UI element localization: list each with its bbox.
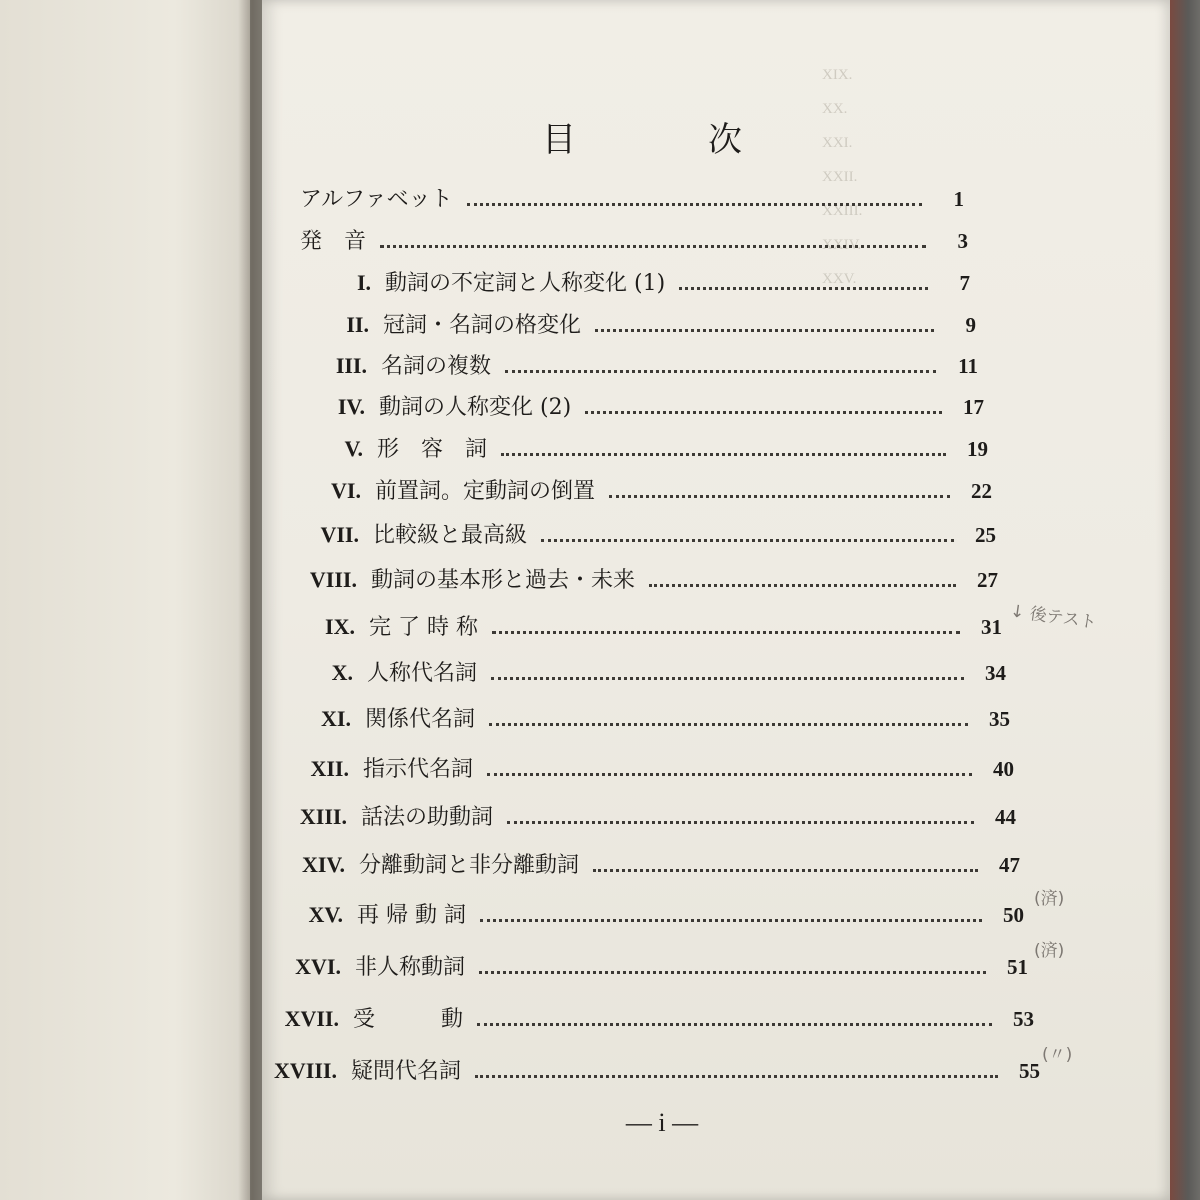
toc-entry-page: 35: [989, 707, 1010, 731]
toc-entry-number: II.: [346, 312, 369, 337]
toc-entry-page: 31: [981, 615, 1002, 639]
toc-entry-number: VIII.: [309, 567, 357, 592]
toc-leader-dots: [479, 971, 986, 974]
toc-entry-page: 51: [1007, 955, 1028, 979]
toc-entry-alphabet[interactable]: [300, 182, 964, 213]
toc-entry-chapter-13[interactable]: [256, 800, 1016, 831]
toc-entry-page: 53: [1013, 1007, 1034, 1031]
toc-entry-number: III.: [335, 353, 367, 378]
toc-entry-chapter-8[interactable]: [266, 563, 998, 594]
toc-entry-title: 動詞の基本形と過去・未来: [371, 568, 636, 593]
toc-leader-dots: [380, 245, 926, 248]
toc-entry-number: XV.: [308, 902, 343, 927]
toc-entry-title: 指示代名詞: [363, 757, 474, 782]
toc-leader-dots: [649, 584, 956, 587]
toc-entry-chapter-10[interactable]: [262, 656, 1006, 687]
toc-entry-chapter-16[interactable]: [250, 950, 1028, 981]
toc-entry-chapter-5[interactable]: [272, 432, 988, 463]
toc-entry-number: VII.: [320, 522, 359, 547]
toc-entry-number: IV.: [337, 394, 365, 419]
toc-entry-chapter-7[interactable]: [268, 518, 996, 549]
toc-entry-chapter-12[interactable]: [258, 752, 1014, 783]
page-folio: — i —: [625, 1108, 699, 1137]
toc-leader-dots: [467, 203, 922, 206]
toc-entry-number: XI.: [321, 706, 351, 731]
toc-entry-chapter-2[interactable]: [278, 308, 976, 339]
pencil-note-55: (〃): [1042, 1045, 1073, 1065]
toc-entry-page: 44: [995, 805, 1016, 829]
toc-entry-page: 19: [967, 437, 988, 461]
toc-entry-number: V.: [344, 436, 363, 461]
toc-entry-chapter-18[interactable]: [246, 1054, 1040, 1085]
toc-entry-title: 受 動: [353, 1007, 464, 1032]
toc-entry-number: I.: [356, 270, 371, 295]
toc-entry-title: 人称代名詞: [367, 661, 478, 686]
toc-leader-dots: [595, 329, 934, 332]
toc-leader-dots: [585, 411, 942, 414]
toc-entry-page: 9: [965, 313, 976, 337]
toc-entry-number: IX.: [325, 614, 355, 639]
left-facing-page: [0, 0, 250, 1200]
toc-entry-title: 動詞の人称変化 (2): [379, 395, 572, 420]
toc-entry-chapter-9[interactable]: [264, 610, 1002, 641]
toc-entry-chapter-1[interactable]: [280, 266, 970, 297]
toc-leader-dots: [477, 1023, 992, 1026]
toc-entry-number: XVII.: [284, 1006, 339, 1031]
toc-entry-page: 3: [957, 229, 968, 253]
toc-entry-title: 形 容 詞: [377, 437, 488, 462]
toc-entry-page: 27: [977, 568, 998, 592]
toc-entry-number: XIV.: [301, 852, 345, 877]
toc-entry-chapter-15[interactable]: [252, 898, 1024, 929]
toc-leader-dots: [679, 287, 928, 290]
toc-entry-title: 動詞の不定詞と人称変化 (1): [385, 271, 666, 296]
bleed-through-text: XIX. XX. XXI. XXII. XXIII. XXIV. XXV.: [822, 67, 863, 287]
toc-entry-chapter-14[interactable]: [254, 848, 1020, 879]
toc-entry-page: 7: [959, 271, 970, 295]
title-char-1: 目: [542, 120, 576, 160]
toc-leader-dots: [501, 453, 946, 456]
toc-entry-page: 22: [971, 479, 992, 503]
pencil-note-test: ↓ 後テスト: [1008, 601, 1098, 634]
toc-entry-page: 34: [985, 661, 1006, 685]
toc-entry-title: 完 了 時 称: [369, 615, 478, 640]
toc-entry-chapter-4[interactable]: [274, 390, 984, 421]
toc-leader-dots: [609, 495, 950, 498]
toc-entry-page: 11: [958, 354, 978, 378]
toc-leader-dots: [491, 677, 964, 680]
toc-leader-dots: [492, 631, 960, 634]
toc-entry-number: XII.: [310, 756, 349, 781]
toc-entry-page: 1: [953, 187, 964, 211]
toc-leader-dots: [489, 723, 968, 726]
toc-entry-chapter-3[interactable]: [276, 349, 978, 380]
toc-leader-dots: [507, 821, 974, 824]
toc-entry-number: XVIII.: [274, 1058, 337, 1083]
toc-entry-page: 17: [963, 395, 984, 419]
toc-entry-title: 疑問代名詞: [351, 1059, 462, 1084]
toc-entry-number: VI.: [331, 478, 361, 503]
toc-entry-chapter-11[interactable]: [260, 702, 1010, 733]
toc-entry-page: 55: [1019, 1059, 1040, 1083]
toc-entry-title: 再 帰 動 詞: [357, 903, 466, 928]
toc-entry-number: XIII.: [299, 804, 347, 829]
pencil-note-50: (済): [1034, 889, 1065, 909]
toc-entry-number: XVI.: [295, 954, 341, 979]
toc-leader-dots: [505, 370, 936, 373]
toc-entry-title: 関係代名詞: [365, 707, 476, 732]
toc-entry-title: 分離動詞と非分離動詞: [359, 853, 580, 878]
book-cover-edge: [1170, 0, 1200, 1200]
toc-entry-title: アルファベット: [300, 187, 453, 212]
toc-entry-title: 名詞の複数: [381, 354, 492, 379]
toc-leader-dots: [541, 539, 954, 542]
toc-entry-title: 前置詞。定動詞の倒置: [375, 479, 596, 504]
toc-entry-number: X.: [331, 660, 353, 685]
contents-page: [262, 0, 1170, 1200]
toc-entry-chapter-6[interactable]: [270, 474, 992, 505]
toc-leader-dots: [593, 869, 978, 872]
toc-entry-title: 比較級と最高級: [373, 523, 528, 548]
toc-leader-dots: [480, 919, 982, 922]
pencil-note-51: (済): [1034, 941, 1065, 961]
title-char-2: 次: [708, 120, 742, 160]
toc-entry-title: 発 音: [300, 229, 367, 254]
toc-entry-chapter-17[interactable]: [248, 1002, 1034, 1033]
toc-entry-title: 非人称動詞: [355, 955, 466, 980]
toc-entry-page: 40: [993, 757, 1014, 781]
toc-entry-page: 25: [975, 523, 996, 547]
toc-leader-dots: [487, 773, 972, 776]
toc-entry-title: 話法の助動詞: [361, 805, 494, 830]
toc-leader-dots: [475, 1075, 998, 1078]
toc-entry-page: 47: [999, 853, 1020, 877]
toc-entry-page: 50: [1003, 903, 1024, 927]
toc-entry-pronunciation[interactable]: [300, 224, 968, 255]
toc-entry-title: 冠詞・名詞の格変化: [383, 313, 582, 338]
